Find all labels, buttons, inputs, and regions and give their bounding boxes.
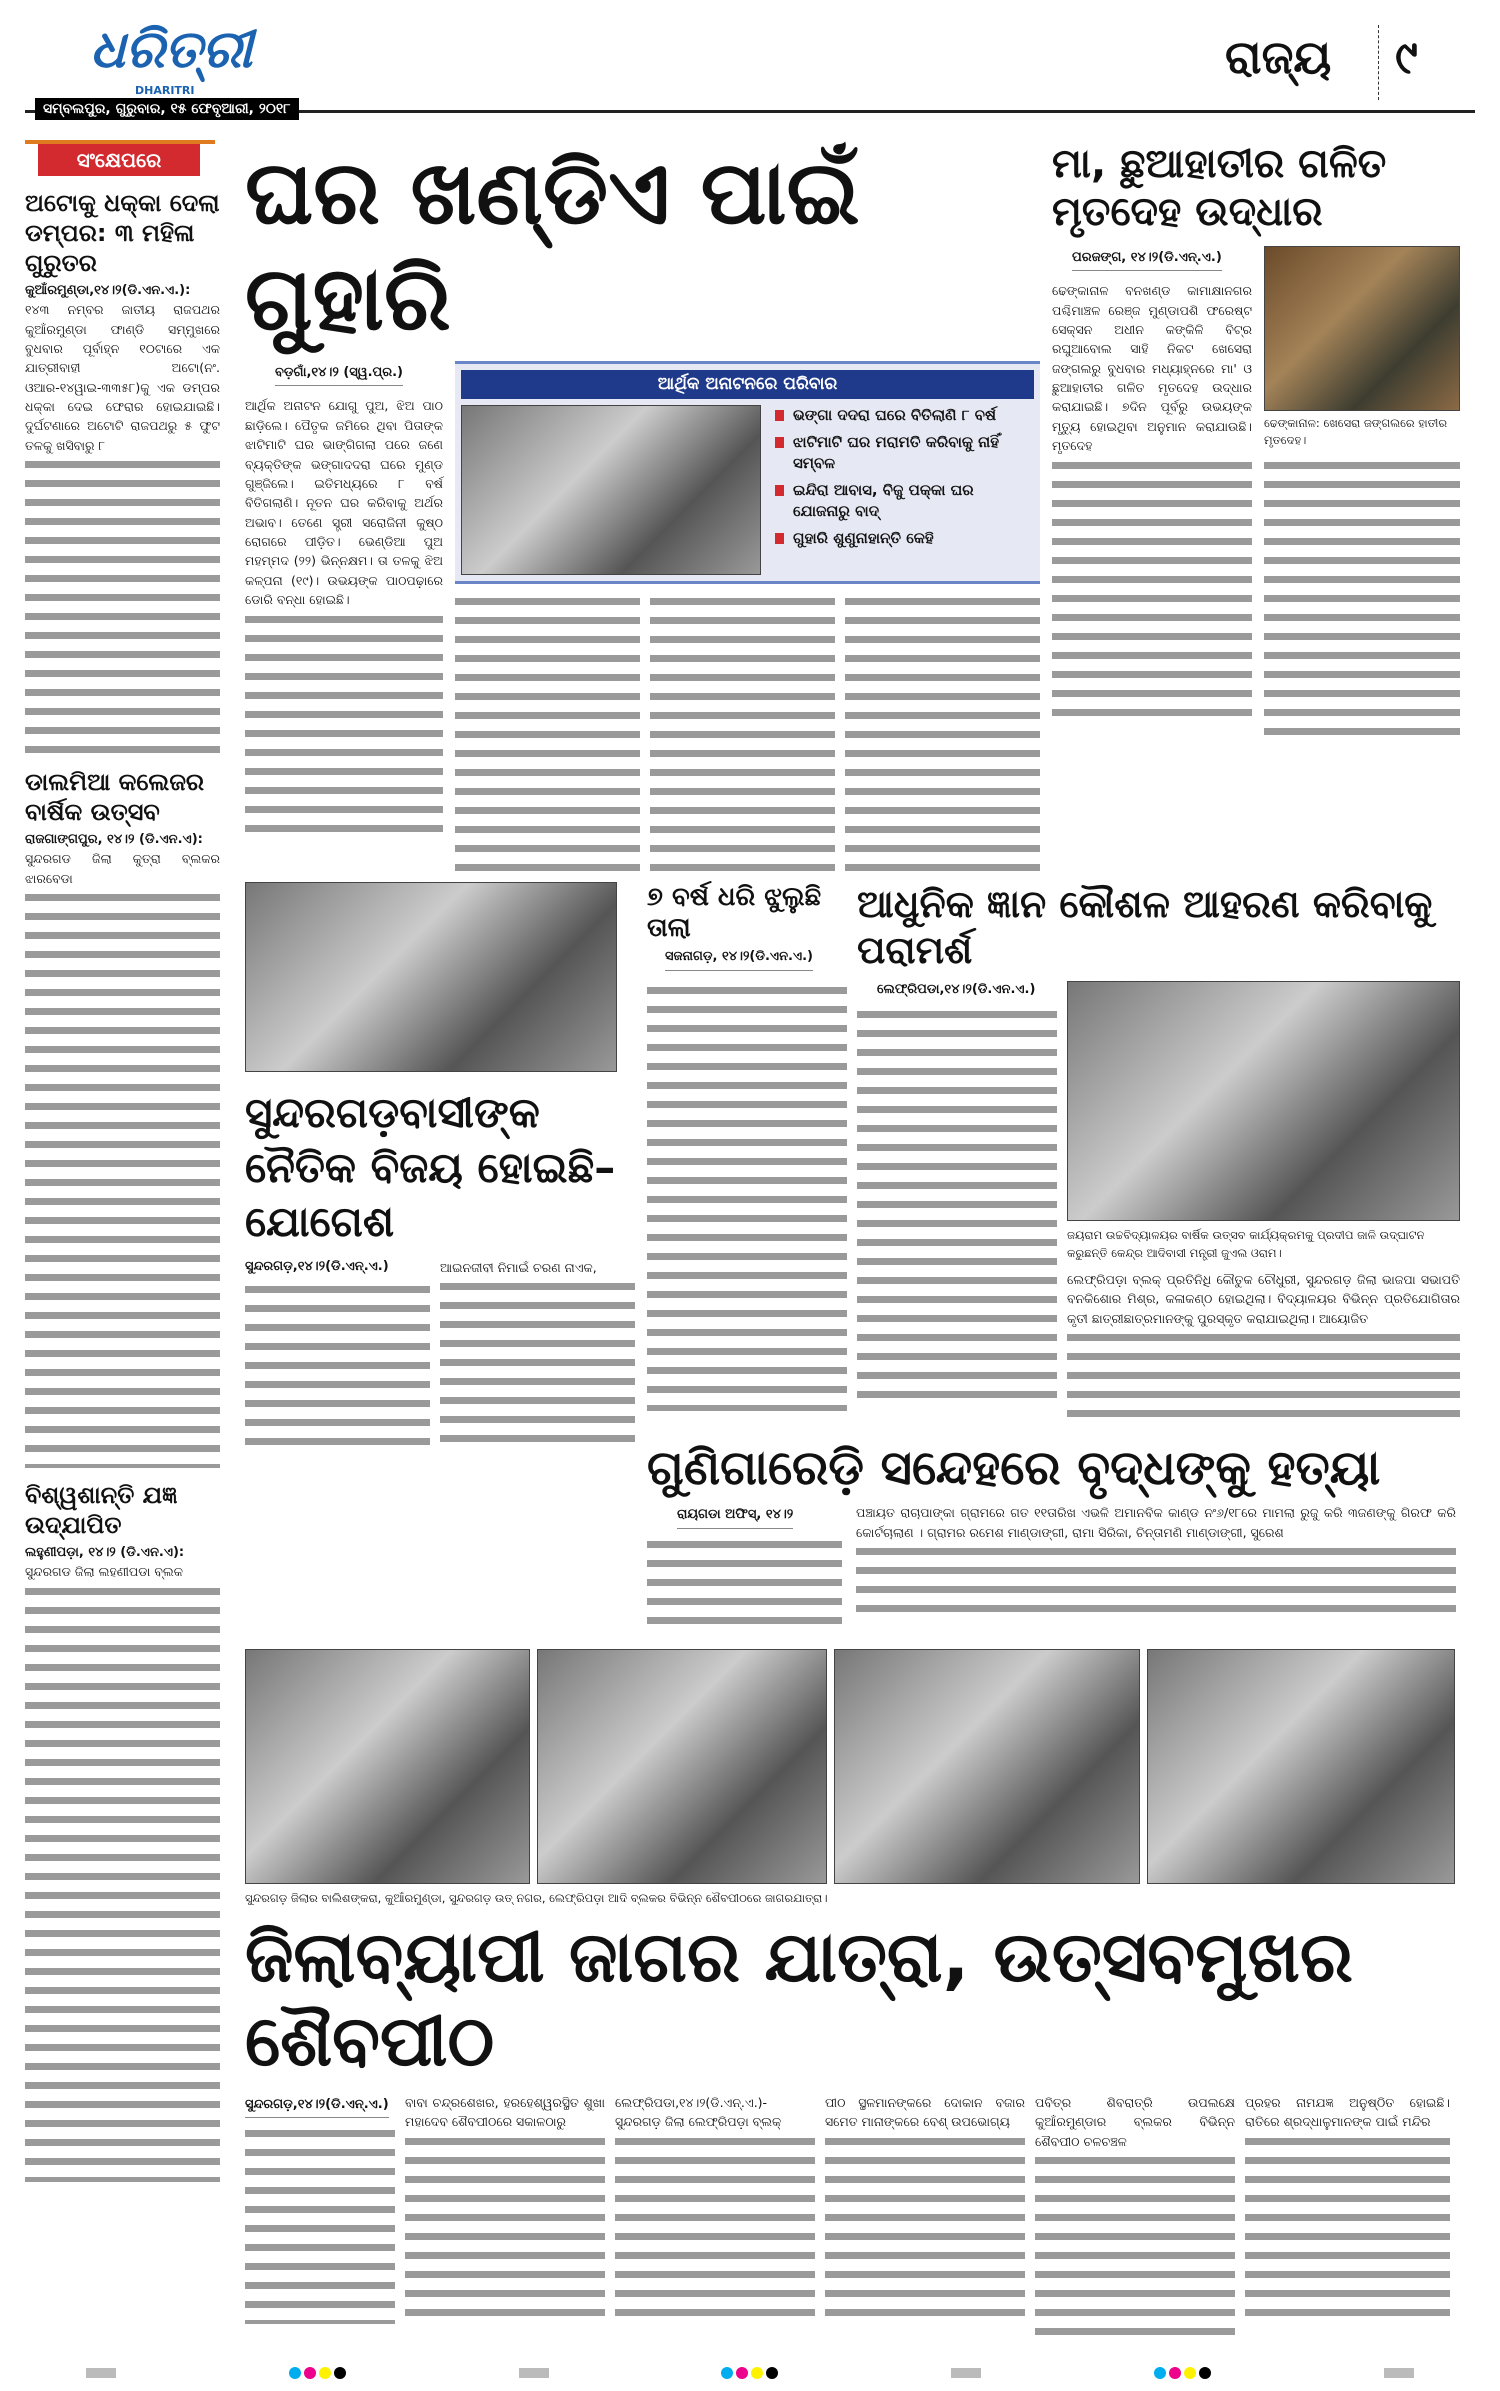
newspaper-logo: ଧରିତ୍ରୀ: [90, 20, 253, 80]
knowledge-article: [857, 882, 1460, 1428]
photo-caption: ଜୟରାମ ଉଚ୍ଚବିଦ୍ୟାଳୟର ବାର୍ଷିକ ଉତ୍ସବ କାର୍ଯ୍ୟକ୍ରମକୁ ପ୍ରଦୀପ ଜାଳି ଉଦ୍‌ଘାଟନ କରୁଛନ୍ତି କେନ୍ଦ୍ର ଆଦିବାସୀ ମନ୍ତ୍ରୀ ଜୁଏଲ ଓରାମ।: [1067, 1228, 1425, 1260]
murder-body-text: ପଞ୍ଚାୟତ ରାଚାପାଙ୍କା ଗ୍ରାମରେ ଗତ ୧୧ତାରିଖ ଏଭଳି ଅମାନବିକ କାଣ୍ଡ ନଂ୬/୧୮ରେ ମାମଲା ରୁଜୁ କରି ୩ଜଣଙ୍କୁ ଗିରଫ କରି କୋର୍ଟଚାଲାଣ । ଗ୍ରାମର ରମେଶ ମାଣ୍ଡାଙ୍ଗୀ, ରାମା ସିରିକା, ଚିନ୍ତାମଣି ମାଣ୍ଡାଙ୍ଗୀ, ସୁରେଶ: [856, 1505, 1456, 1540]
lead-article: [245, 140, 1040, 872]
elephant-dateline: ପରଜଙ୍ଗ, ୧୪।୨(ଡି.ଏନ୍.ଏ.): [1072, 249, 1222, 271]
article-body-text: [650, 592, 835, 872]
jagar-headline: ଜିଲାବ୍ୟାପୀ ଜାଗର ଯାତ୍ରା, ଉତ୍ସବମୁଖର ଶୈବପୀଠ: [245, 1915, 1353, 2082]
row-top: [245, 140, 1460, 872]
lock-article: [647, 882, 847, 1411]
murder-headline: ଗୁଣିଗାରେଡ଼ି ସନ୍ଦେହରେ ବୃଦ୍ଧଙ୍କୁ ହତ୍ୟା: [647, 1439, 1381, 1496]
devotees-photo: [834, 1649, 1140, 1884]
school-event-photo: [1067, 981, 1460, 1221]
murder-article: [647, 1440, 1460, 1635]
briefs-column: [25, 140, 220, 2182]
article-body-text: [1264, 456, 1460, 746]
infobox-bullet: ଗୁହାରି ଶୁଣୁନାହାନ୍ତି କେହି: [775, 528, 1034, 549]
issue-dateline: ସମ୍ବଲପୁର, ଗୁରୁବାର, ୧୫ ଫେବୃଆରୀ, ୨୦୧୮: [35, 98, 299, 120]
lead-body-text: ଆର୍ଥିକ ଅନାଟନ ଯୋଗୁ ପୁଅ, ଝିଅ ପାଠ ଛାଡ଼ିଲେ। ପୈତୃକ ଜମିରେ ଥିବା ପିତାଙ୍କ ଝାଟିମାଟି ଘର ଭାଙ୍ଗିଗଲା ପରେ ଜଣେ ବ୍ୟକ୍ତିଙ୍କ ଭଙ୍ଗାଦଦରା ଘରେ ମୁଣ୍ଡ ଗୁଞ୍ଜିଲେ। ଇତିମଧ୍ୟରେ ୮ ବର୍ଷ ବିତିଗଲାଣି। ନୂତନ ଘର କରିବାକୁ ଅର୍ଥର ଅଭାବ। ତେଣେ ସ୍ତ୍ରୀ ସରୋଜିନୀ କୁଷ୍ଠ ରୋଗରେ ପୀଡ଼ିତ। ଭେଣ୍ଡିଆ ପୁଅ ମହମ୍ମଦ (୨୨) ଭିନ୍ନକ୍ଷମ। ତା ତଳକୁ ଝିଅ କଳ୍ପନା (୧୯)। ଉଭୟଙ୍କ ପାଠପଢ଼ାରେ ଡୋରି ବନ୍ଧା ହୋଇଛି।: [245, 398, 443, 608]
article-body-text: [825, 2132, 1025, 2322]
infobox-bullet: ଝାଟିମାଟି ଘର ମରାମତି କରିବାକୁ ନାହିଁ ସମ୍ବଳ: [775, 432, 1034, 474]
lead-headline: ଘର ଖଣ୍ଡିଏ ପାଇଁ ଗୁହାରି: [245, 141, 860, 350]
article-body-text: ପୀଠ ସ୍ଥଳମାନଙ୍କରେ ଦୋକାନ ବଜାର ସମେତ ମାନାଙ୍କରେ ବେଶ୍ ଉପଭୋଗ୍ୟ: [825, 2094, 1025, 2130]
article-body-text: [25, 1582, 220, 2182]
article-body-text: [1067, 1328, 1460, 1428]
infobox-bullet: ଭଙ୍ଗା ଦଦରା ଘରେ ବିତିଲାଣି ୮ ବର୍ଷ: [775, 405, 1034, 426]
elephant-body-text: ଢେଙ୍କାନାଳ ବନଖଣ୍ଡ କାମାକ୍ଷାନଗର ପଶ୍ଚିମାଞ୍ଚଳ ରେଞ୍ଜ ମୁଣ୍ଡାପଶି ଫରେଷ୍ଟ ସେକ୍ସନ ଅଧୀନ କଙ୍କିଳି ବିଟ୍‌ର ରଘୁଆବୋଲ ସାହି ନିକଟ ଖେସେରା ଜଙ୍ଗଲରୁ ବୁଧବାର ମଧ୍ୟାହ୍ନରେ ମା' ଓ ଛୁଆହାତୀର ଗଳିତ ମୃତଦେହ ଉଦ୍ଧାର କରାଯାଇଛି। ୭ଦିନ ପୂର୍ବରୁ ଉଭୟଙ୍କ ମୃତ୍ୟୁ ହୋଇଥିବା ଅନୁମାନ କରାଯାଉଛି। ମୃତଦେହ: [1052, 283, 1252, 454]
newspaper-logo-subtitle: DHARITRI: [135, 84, 195, 97]
family-photo: [461, 405, 761, 575]
article-headline: ଅଟୋକୁ ଧକ୍କା ଦେଲା ଡମ୍ପର: ୩ ମହିଳା ଗୁରୁତର: [25, 189, 220, 277]
meeting-photo: [245, 882, 617, 1072]
row-middle: [245, 882, 1460, 1635]
article-body-text: ପବିତ୍ର ଶିବରାତ୍ରି ଉପଲକ୍ଷେ କୁଆଁରମୁଣ୍ଡାର ବ୍ଲକର ବିଭିନ୍ନ ଶୈବପୀଠ ଚଳଚଞ୍ଚଳ: [1035, 2094, 1235, 2149]
article-body-text: [647, 1535, 842, 1635]
knowledge-body-text: ଲେଫ୍ରିପଡ଼ା ବ୍ଲକ୍ ପ୍ରତିନିଧି କୌତୁକ ଚୌଧୁରୀ, ସୁନ୍ଦରଗଡ଼ ଜିଲା ଭାଜପା ସଭାପତି ବନକିଶୋର ମିଶ୍ର, କଳାକଣ୍ଠ ହୋଇଥିଲା। ବିଦ୍ୟାଳୟର ବିଭିନ୍ନ ପ୍ରତିଯୋଗିତାର କୃତୀ ଛାତ୍ରୀଛାତ୍ରମାନଙ୍କୁ ପୁରସ୍କୃତ କରାଯାଇଥିଲା। ଆୟୋଜିତ: [1067, 1271, 1460, 1326]
temple-photo: [537, 1649, 827, 1884]
article-body-text: [647, 981, 847, 1411]
article-dateline: ରାଜଗାଙ୍ଗପୁର, ୧୪।୨ (ଡି.ଏନ.ଏ):: [25, 832, 203, 848]
article-body-text: [245, 2124, 395, 2324]
knowledge-headline: ଆଧୁନିକ ଜ୍ଞାନ କୌଶଳ ଆହରଣ କରିବାକୁ ପରାମର୍ଶ: [857, 882, 1433, 972]
sundargarh-headline: ସୁନ୍ଦରଗଡ଼ବାସୀଙ୍କ ନୈତିକ ବିଜୟ ହୋଇଛି–ଯୋଗେଶ: [245, 1088, 616, 1247]
briefs-label: ସଂକ୍ଷେପରେ: [38, 144, 200, 176]
article-body-text: [455, 592, 640, 872]
divider: [1378, 25, 1379, 100]
brief-article-1: [25, 188, 220, 755]
middle-right: [647, 882, 1460, 1635]
infobox-title: ଆର୍ଥିକ ଅନାଟନରେ ପରିବାର: [461, 370, 1034, 399]
elephant-article: [1052, 140, 1460, 746]
article-body-text: ବାବା ଚନ୍ଦ୍ରଶେଖର, ହରହେଶ୍ୱରସ୍ଥିତ ଶୁଖା ମହାଦେବ ଶୈବପୀଠରେ ସକାଳଠାରୁ: [405, 2094, 605, 2130]
article-body-text: ୧୪୩ ନମ୍ବର ଜାତୀୟ ରାଜପଥର କୁଆଁରମୁଣ୍ଡା ଫାଣ୍ଡି ସମ୍ମୁଖରେ ବୁଧବାର ପୂର୍ବାହ୍ନ ୧୦ଟାରେ ଏକ ଯାତ୍ରୀବାହୀ ଅଟୋ(ନଂ. ଓଆର-୧୪ୱାଇ-୩୩୫୮)କୁ ଏକ ଡମ୍ପର ଧକ୍କା ଦେଇ ଫେରାର ହୋଇଯାଇଛି। ଦୁର୍ଘଟଣାରେ ଅଟୋଟି ରାଜପଥରୁ ୫ ଫୁଟ ତଳକୁ ଖସିବାରୁ ୮: [25, 302, 220, 453]
jagar-article: [245, 1649, 1460, 2341]
article-body-text: [405, 2132, 605, 2322]
registration-marks: [1154, 2367, 1211, 2379]
lead-infobox: [455, 361, 1040, 584]
brief-article-2: [25, 767, 220, 1468]
print-gray-bar: [1384, 2368, 1414, 2378]
article-body-text: [845, 592, 1040, 872]
article-body-text: [1245, 2132, 1450, 2322]
article-body-text: ପ୍ରହର ନାମଯଜ୍ଞ ଅନୁଷ୍ଠିତ ହୋଇଛି। ରାତିରେ ଶ୍ରଦ୍ଧାଳୁମାନଙ୍କ ପାଇଁ ମନ୍ଦିର: [1245, 2094, 1450, 2130]
article-body-text: ସୁନ୍ଦରଗଡ ଜିଲା ଲହଣୀପଡା ବ୍ଲକ: [25, 1564, 184, 1580]
article-dateline: ଲହୁଣୀପଡ଼ା, ୧୪।୨ (ଡି.ଏନ.ଏ):: [25, 1545, 185, 1561]
article-body-text: ସୁନ୍ଦରଗଡ ଜିଲା କୁତ୍ରା ବ୍ଲକର ଝାରବେଡା: [25, 851, 220, 886]
elephant-headline: ମା, ଛୁଆହାତୀର ଗଳିତ ମୃତଦେହ ଉଦ୍ଧାର: [1052, 141, 1387, 235]
article-headline: ବିଶ୍ୱଶାନ୍ତି ଯଜ୍ଞ ଉଦ୍‌ଯାପିତ: [25, 1481, 178, 1540]
shrine-photo: [245, 1649, 530, 1884]
section-title: ରାଜ୍ୟ: [1225, 30, 1332, 84]
print-gray-bar: [951, 2368, 981, 2378]
sundargarh-dateline: ସୁନ୍ଦରଗଡ଼,୧୪।୨(ଡି.ଏନ୍.ଏ.): [245, 1258, 389, 1274]
lock-dateline: ସଜନାଗଡ଼, ୧୪।୨(ଡି.ଏନ.ଏ.): [665, 948, 813, 970]
article-body-text: [1052, 456, 1252, 726]
brief-article-3: [25, 1480, 220, 2182]
registration-marks: [289, 2367, 346, 2379]
infobox-bullet: ଇନ୍ଦିରା ଆବାସ, ବିଜୁ ପକ୍କା ଘର ଯୋଜନାରୁ ବାଦ୍: [775, 480, 1034, 522]
sundargarh-article: [245, 882, 635, 1450]
page-number: ୯: [1395, 30, 1418, 84]
knowledge-dateline: ଲେଫ୍ରିପଡା,୧୪।୨(ଡି.ଏନ.ଏ.): [877, 982, 1036, 998]
murder-dateline: ରାୟଗଡା ଅଫିସ୍, ୧୪।୨: [677, 1506, 793, 1528]
photo-caption: ଢେଙ୍କାନାଳ: ଖେସେରା ଜଙ୍ଗଲରେ ହାତୀର ମୃତଦେହ।: [1264, 416, 1448, 448]
lamps-photo: [1147, 1649, 1455, 1884]
article-body-text: [245, 1280, 430, 1450]
article-body-text: [615, 2132, 815, 2322]
article-headline: ଡାଲମିଆ କଲେଜର ବାର୍ଷିକ ଉତ୍ସବ: [25, 768, 205, 827]
print-gray-bar: [86, 2368, 116, 2378]
article-dateline: କୁଆଁରମୁଣ୍ଡା,୧୪।୨(ଡି.ଏନ.ଏ.):: [25, 283, 191, 298]
jagar-dateline: ସୁନ୍ଦରଗଡ଼,୧୪।୨(ଡି.ଏନ୍.ଏ.): [245, 2096, 389, 2118]
article-body-text: ଲେଫ୍ରିପଡା,୧୪।୨(ଡି.ଏନ୍.ଏ.)- ସୁନ୍ଦରଗଡ଼ ଜିଲା ଲେଫ୍ରିପଡ଼ା ବ୍ଲକ୍: [615, 2094, 782, 2130]
article-body-text: [1035, 2151, 1235, 2341]
sundargarh-body-text: ଆଇନଜୀବୀ ନିମାଇଁ ଚରଣ ନାଏକ,: [440, 1259, 597, 1275]
photo-caption: ସୁନ୍ଦରଗଡ଼ ଜିଲାର ବାଲିଶଙ୍କରା, କୁଆଁରମୁଣ୍ଡା, ସୁନ୍ଦରଗଡ଼ ଉତ୍ ନଗର, ଲେଫ୍ରିପଡ଼ା ଆଦି ବ୍ଲକର ବିଭିନ୍ନ ଶୈବପୀଠରେ ଜାଗରଯାତ୍ରା।: [245, 1890, 828, 1905]
article-body-text: [440, 1277, 635, 1447]
article-body-text: [857, 1005, 1057, 1405]
registration-marks: [721, 2367, 778, 2379]
article-body-text: [856, 1542, 1456, 1622]
main-area: [245, 140, 1460, 2341]
article-body-text: [25, 888, 220, 1468]
article-body-text: [245, 610, 443, 840]
print-gray-bar: [519, 2368, 549, 2378]
lock-headline: ୭ ବର୍ଷ ଧରି ଝୁଲୁଛି ତାଲା: [647, 882, 822, 944]
elephant-carcass-photo: [1264, 246, 1460, 411]
article-body-text: [25, 455, 220, 755]
print-marks: [0, 2353, 1500, 2385]
lead-dateline: ବଡ଼ଗାଁ,୧୪।୨ (ସ୍ୱ.ପ୍ର.): [275, 364, 403, 386]
